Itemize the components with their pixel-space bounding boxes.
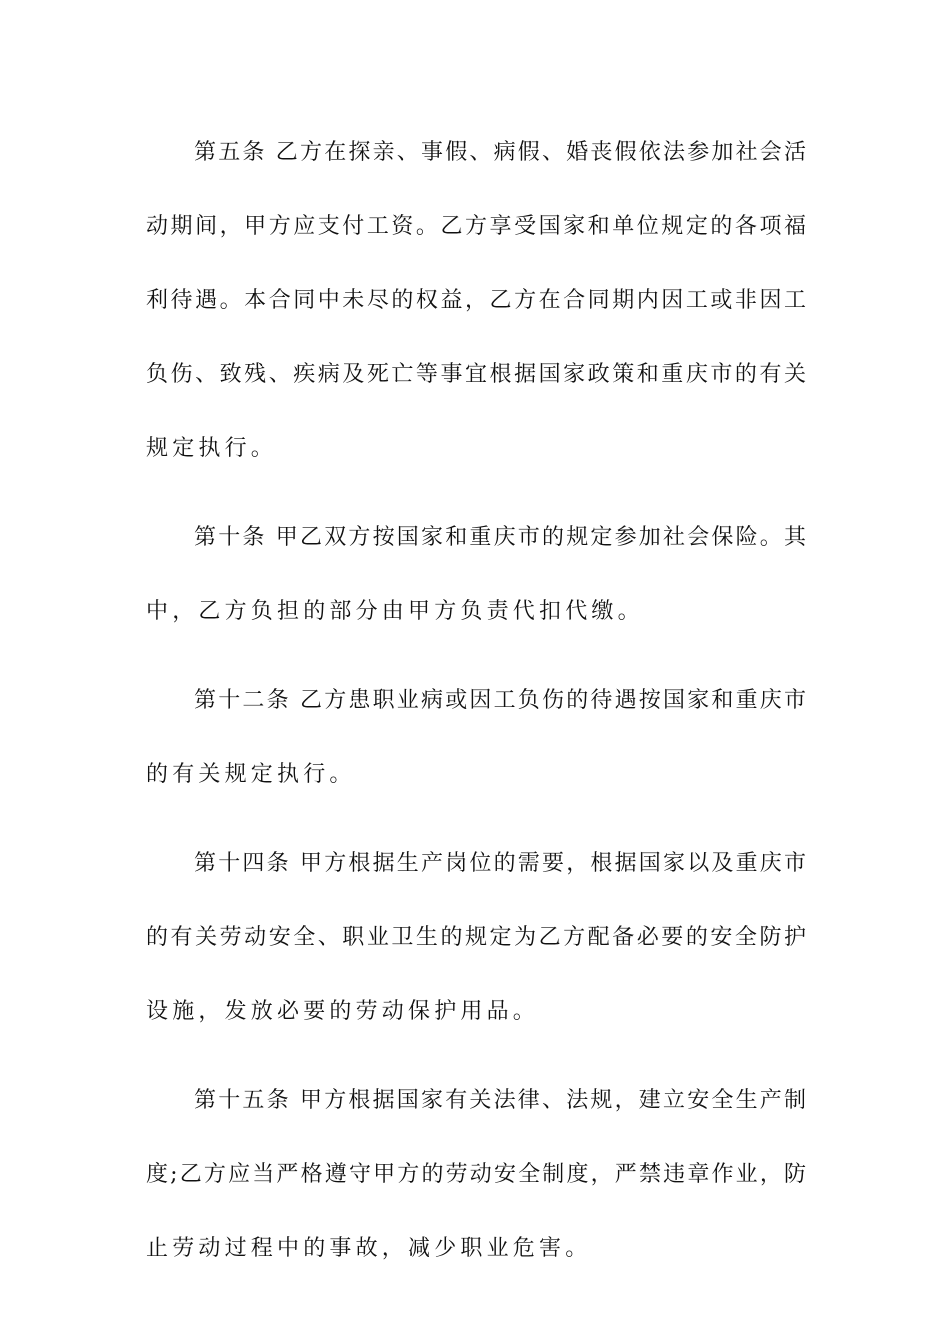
text-line: 度;乙方应当严格遵守甲方的劳动安全制度，严禁违章作业，防 [146, 1162, 806, 1187]
text-line: 第十四条 甲方根据生产岗位的需要，根据国家以及重庆市 [194, 851, 806, 876]
article-10-paragraph [146, 506, 806, 654]
article-5-paragraph [146, 121, 806, 491]
text-line: 设施，发放必要的劳动保护用品。 [146, 999, 540, 1024]
text-line: 动期间，甲方应支付工资。乙方享受国家和单位规定的各项福 [146, 214, 806, 239]
text-line: 规定执行。 [146, 436, 278, 461]
text-line: 中，乙方负担的部分由甲方负责代扣代缴。 [146, 599, 644, 624]
article-12-paragraph [146, 669, 806, 817]
article-14-paragraph [146, 832, 806, 1054]
text-line: 负伤、致残、疾病及死亡等事宜根据国家政策和重庆市的有关 [146, 362, 806, 387]
text-line: 第五条 乙方在探亲、事假、病假、婚丧假依法参加社会活 [194, 140, 806, 165]
text-line: 止劳动过程中的事故，减少职业危害。 [146, 1236, 592, 1261]
text-line: 利待遇。本合同中未尽的权益，乙方在合同期内因工或非因工 [146, 288, 806, 313]
text-line: 第十五条 甲方根据国家有关法律、法规，建立安全生产制 [194, 1088, 806, 1113]
article-15-paragraph [146, 1069, 806, 1291]
text-line: 的有关规定执行。 [146, 762, 356, 787]
text-line: 第十二条 乙方患职业病或因工负伤的待遇按国家和重庆市 [194, 688, 806, 713]
text-line: 的有关劳动安全、职业卫生的规定为乙方配备必要的安全防护 [146, 925, 806, 950]
text-line: 第十条 甲乙双方按国家和重庆市的规定参加社会保险。其 [194, 525, 806, 550]
document-body [146, 121, 806, 1306]
